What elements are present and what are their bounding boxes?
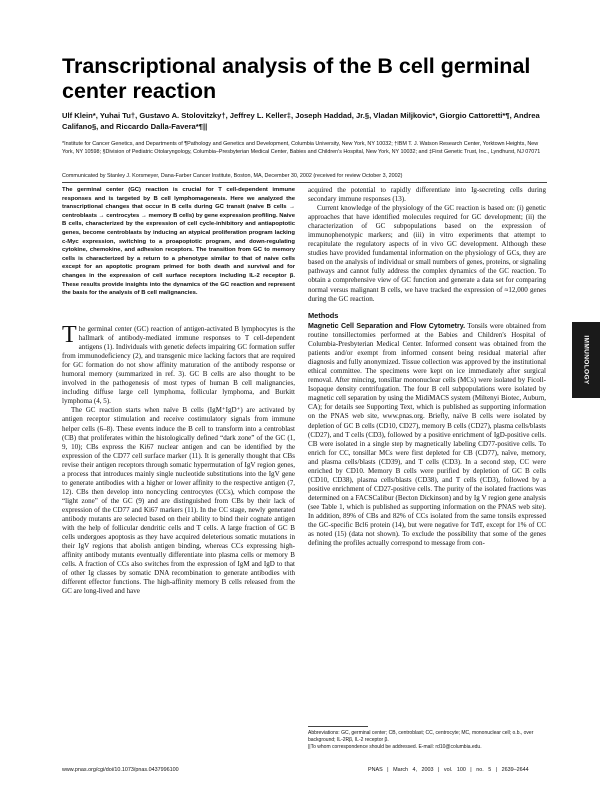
communicated-line: Communicated by Stanley J. Korsmeyer, Dana-Farber Cancer Institute, Boston, MA, December 30, 2002 (received for review October 3, 2002) xyxy=(62,173,403,179)
methods-heading: Methods xyxy=(308,311,339,320)
affiliations: *Institute for Cancer Genetics, and Departments of ¶Pathology and Genetics and Development, Columbia University, New York, NY 10032; †IBM T. J. Watson Research Center, Yorktown Heights, New York, NY 10598; §Division of Pediatric Otolaryngology, Columbia–Presbyterian Medical Center, Babies and Children's Hospital, New York, NY 10032; and ‡First Genetic Trust, Inc., Lyndhurst, NJ 07071 xyxy=(62,141,541,156)
methods-section xyxy=(308,322,546,548)
introduction-column xyxy=(62,322,295,596)
drop-cap: T xyxy=(62,322,77,348)
intro-paragraph-1-text: he germinal center (GC) reaction of antigen-activated B lymphocytes is the hallmark of antibody-mediated immune responses to T cell-dependent antigens (1). Individuals with genetic defects impairing GC formation suffer from immunodeficiency (2), and transgenic mice lacking factors that are required for GC formation do not show affinity maturation of the antibody response or humoral memory (summarized in ref. 3). GC B cells are also thought to be involved in the pathogenesis of most types of human B cell malignancies, including diffuse large cell lymphoma, follicular lymphoma, and Burkitt lymphoma (4, 5). xyxy=(62,325,295,406)
intro-paragraph-3: Current knowledge of the physiology of the GC reaction is based on: (i) genetic approaches that have identified molecules required for GC development; (ii) the characterization of GC subpopulations based on the expression of immunophenotypic markers; and (iii) in vitro experiments that attempt to recapitulate the regulatory aspects of in vivo GC development. Although these studies have provided fundamental information on the physiology of GCs, they are based on the analysis of individual or small numbers of genes, proteins, or signaling pathways and cannot fully address the complex dynamics of the GC reaction. To obtain a comprehensive view of GC function and generate a data set for comparing normal versus malignant B cells, we have tracked the expression of ≈12,000 genes during the GC reaction. xyxy=(308,204,546,303)
intro-continuation: acquired the potential to rapidly differentiate into Ig-secreting cells during secondary immune responses (13). xyxy=(308,186,546,204)
intro-paragraph-1 xyxy=(62,322,295,406)
section-tab-label: IMMUNOLOGY xyxy=(582,335,590,385)
correspondence-footnote: ||To whom correspondence should be addressed. E-mail: rd10@columbia.edu. xyxy=(308,744,482,750)
journal-citation: PNAS | March 4, 2003 | vol. 100 | no. 5 | 2639–2644 xyxy=(368,767,529,773)
methods-body: Tonsils were obtained from routine tonsillectomies performed at the Babies and Children's Hospital of Columbia-Presbyterian Medical Center. Informed consent was obtained from the patients and/or exempt from informed consent being residual material after diagnosis and fully anonymized. Tissue collection was approved by the institutional ethical committee. The specimens were kept on ice immediately after surgical removal. After mincing, tonsillar mononuclear cells (MCs) were isolated by Ficoll-Isopaque density centrifugation. The four B cell subpopulations were isolated by magnetic cell separation by using the MidiMACS system (Miltenyi Biotec, Auburn, CA); for details see Supporting Text, which is published as supporting information on the PNAS web site, www.pnas.org. Briefly, naïve B cells were isolated by depletion of GC B cells (CD10, CD27), memory B cells (CD27), plasma cells/blasts (CD27), and T cells (CD3), followed by a positive enrichment of IgD-positive cells. CB were isolated in a single step by magnetically labeling CD77-positive cells. To enrich for CC, tonsillar MCs were first depleted for CB (CD77), naïve, memory, and plasma cells/blasts (CD39), and T cells (CD3). In a second step, CC were enriched by CD10. Memory B cells were purified by depletion of GC B cells (CD10, CD38), plasma cells/blasts (CD38), and T cells (CD3), followed by a positive enrichment of CD27-positive cells. The purity of the isolated fractions was determined on a FACSCalibur (Becton Dickinson) and by Ig V region gene analysis (see Table 1, which is published as supporting information on the PNAS web site). In addition, 89% of CBs and 82% of CCs isolated from the same tonsils expressed the GC-specific Bcl6 protein (14), but were negative for TdT, except for 1% of CC as noted (15) (data not shown). To exclude the possibility that some of the genes defining the profiles actually correspond to message from con- xyxy=(308,322,547,548)
right-column-intro xyxy=(308,186,546,304)
methods-run-head: Magnetic Cell Separation and Flow Cytometry. xyxy=(308,323,466,330)
abstract: The germinal center (GC) reaction is crucial for T cell-dependent immune responses and is targeted by B cell lymphomagenesis. Here we analyzed the transcriptional changes that occur in B cells during GC transit (naive B cells → centroblasts → centrocytes → memory B cells) by gene expression profiling. Naive B cells, characterized by the expression of cell cycle-inhibitory and antiapoptotic genes, become centroblasts by inducing an atypical proliferation program lacking c-Myc expression, switching to a proapoptotic program, and down-regulating cytokine, chemokine, and adhesion receptors. The transition from GC to memory cells is characterized by a return to a phenotype similar to that of naive cells except for an apoptotic program primed for both death and survival and for changes in the expression of cell surface receptors including IL-2 receptor β. These results provide insights into the dynamics of the GC reaction and represent the basis for the analysis of B cell malignancies. xyxy=(62,187,295,297)
doi-link[interactable]: www.pnas.org/cgi/doi/10.1073/pnas.0437996100 xyxy=(62,767,179,773)
abbreviations-footnote: Abbreviations: GC, germinal center; CB, centroblast; CC, centrocyte; MC, mononuclear cell; o.b., over background; IL-2Rβ, IL-2 receptor β. xyxy=(308,730,534,743)
footnote-rule xyxy=(308,726,368,727)
intro-paragraph-2: The GC reaction starts when naïve B cells (IgM⁺IgD⁺) are activated by antigen receptor stimulation and receive costimulatory signals from immune helper cells (6–8). These events induce the B cell to transform into a centroblast (CB) that proliferates within the histologically defined “dark zone” of the GC (1, 9, 10); CBs express the Ki67 nuclear antigen and can be identified by the expression of the CD77 cell surface marker (11). It is generally thought that CBs revise their antigen receptors through somatic hypermutation of IgV region genes, a process that introduces mainly single nucleotide substitutions into the IgV gene to generate antibodies with a higher or lower affinity to the respective antigen (7, 12). CBs then develop into noncycling centrocytes (CCs), which compose the “light zone” of the GC (9) and are distinguished from CBs by their lack of expression of the CD77 and Ki67 markers (11). In the CC stage, newly generated antibody mutants are selected based on their ability to bind their cognate antigen with the help of follicular dendritic cells and T cells. A large fraction of GC B cells undergoes apoptosis as they have acquired deleterious somatic mutations in their IgV regions that abolish antigen binding, whereas CCs expressing high-affinity antibody mutants eventually differentiate into plasma cells or memory B cells. A fraction of CCs also switches from the expression of IgM and IgD to that of other Ig classes by somatic DNA recombination to generate antibodies with different effector functions. The high-affinity memory B cells released from the GC are long-lived and have xyxy=(62,406,295,596)
author-list: Ulf Klein*, Yuhai Tu†, Gustavo A. Stolovitzky†, Jeffrey L. Keller‡, Joseph Haddad, Jr.§, Vladan Miljkovic*, Giorgio Cattoretti*¶, Andrea Califano§, and Riccardo Dalla-Favera*¶|| xyxy=(62,111,540,131)
methods-paragraph xyxy=(308,322,546,548)
header-rule xyxy=(62,182,547,183)
paper-title: Transcriptional analysis of the B cell germinal center reaction xyxy=(62,54,531,103)
footnotes xyxy=(308,730,546,751)
section-tab xyxy=(572,322,600,398)
